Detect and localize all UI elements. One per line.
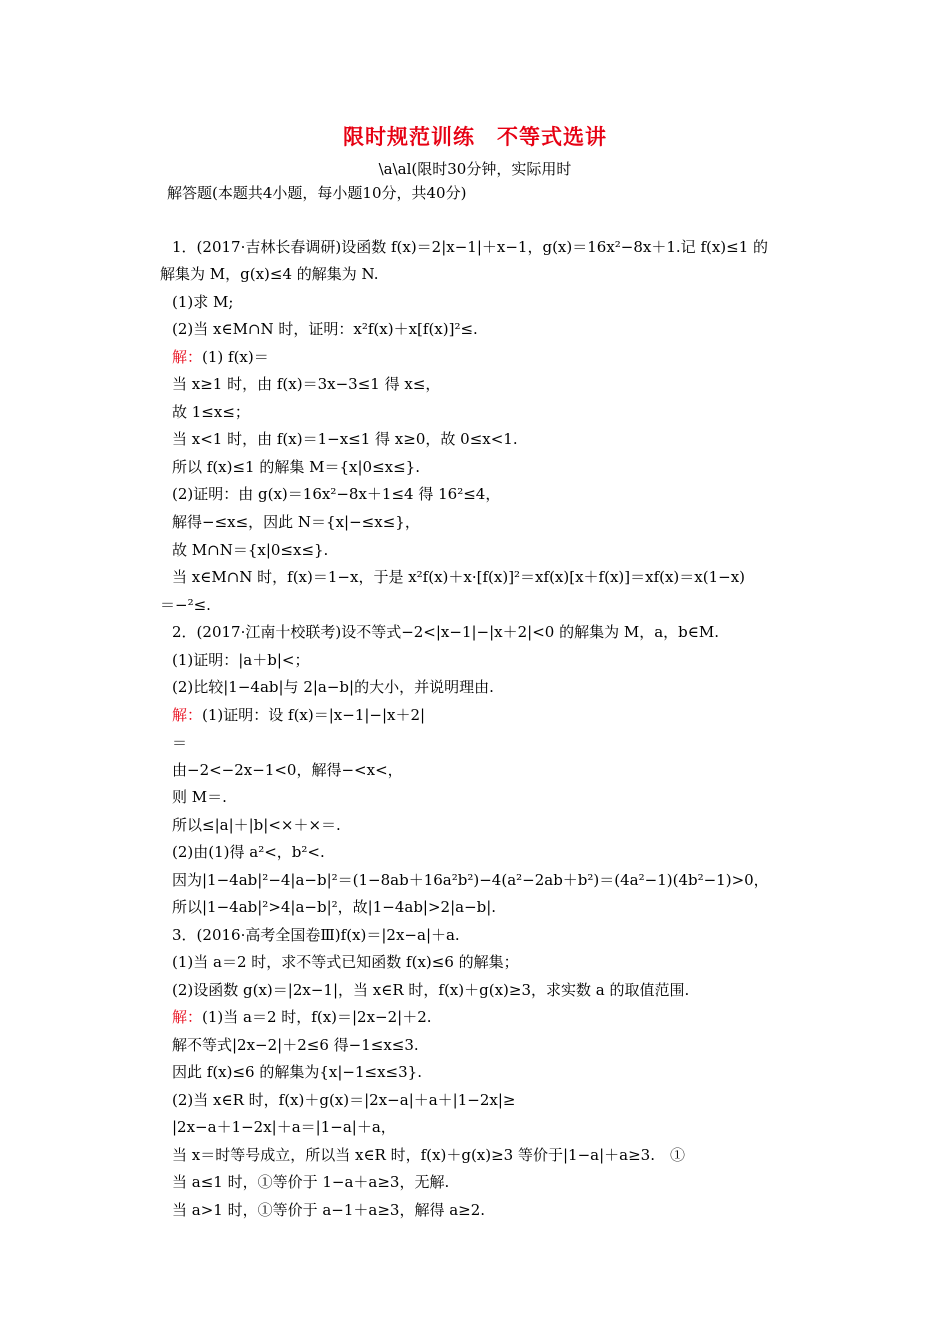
- text-line: [172, 1090, 515, 1110]
- answer-marker: 解：: [172, 1008, 203, 1026]
- solution-line: [172, 705, 425, 725]
- line-text: ＝: [172, 734, 188, 752]
- line-text: |2x−a＋1−2x|＋a＝|1−a|＋a，: [172, 1118, 396, 1136]
- text-line: [172, 787, 227, 807]
- line-text: ＝−²≤.: [160, 596, 211, 614]
- text-line: [172, 292, 233, 312]
- section-header: 解答题(本题共4小题，每小题10分，共40分): [167, 184, 467, 202]
- line-text: (2)当 x∈M∩N 时，证明：x²f(x)＋x[f(x)]²≤.: [172, 320, 478, 338]
- line-text: 3．(2016·高考全国卷Ⅲ)f(x)＝|2x−a|＋a.: [172, 926, 460, 944]
- text-line: [172, 374, 440, 394]
- text-line: [172, 1035, 419, 1055]
- line-text: (2)由(1)得 a²<，b²<.: [172, 843, 325, 861]
- line-text: 所以≤|a|＋|b|<×＋×＝.: [172, 816, 341, 834]
- line-text: 2．(2017·江南十校联考)设不等式−2<|x−1|−|x＋2|<0 的解集为 M，a，b∈M.: [172, 623, 720, 641]
- solution-line: [172, 1007, 432, 1027]
- text-line: [172, 897, 496, 917]
- line-text: 1．(2017·吉林长春调研)设函数 f(x)＝2|x−1|＋x−1，g(x)＝16x²−8x＋1.记 f(x)≤1 的: [172, 238, 769, 256]
- text-line: [172, 319, 478, 339]
- time-limit-line: \a\al(限时30分钟，实际用时: [378, 160, 572, 178]
- text-line: [172, 842, 325, 862]
- solution-line: [172, 347, 269, 367]
- text-line: [172, 1200, 485, 1220]
- text-line: [172, 1145, 685, 1165]
- line-text: 当 a>1 时，①等价于 a−1＋a≥3，解得 a≥2.: [172, 1201, 486, 1219]
- line-text: 当 x≥1 时，由 f(x)＝3x−3≤1 得 x≤，: [172, 375, 441, 393]
- line-text: 当 x＝时等号成立，所以当 x∈R 时，f(x)＋g(x)≥3 等价于|1−a|＋a≥3. ①: [172, 1146, 685, 1164]
- page-title: 限时规范训练 不等式选讲: [343, 125, 607, 149]
- text-line: [172, 1117, 396, 1137]
- line-text: 由−2<−2x−1<0，解得−<x<，: [172, 761, 403, 779]
- line-text: 因此 f(x)≤6 的解集为{x|−1≤x≤3}.: [172, 1063, 422, 1081]
- line-text: (1)证明：|a＋b|<；: [172, 651, 310, 669]
- text-line: [172, 237, 768, 257]
- line-text: 所以 f(x)≤1 的解集 M＝{x|0≤x≤}.: [172, 458, 420, 476]
- line-text: (2)比较|1−4ab|与 2|a−b|的大小，并说明理由.: [172, 678, 494, 696]
- line-text: 解集为 M，g(x)≤4 的解集为 N.: [160, 265, 379, 283]
- text-line: [172, 870, 769, 890]
- text-line: [172, 429, 518, 449]
- line-text: (1)当 a＝2 时，求不等式已知函数 f(x)≤6 的解集；: [172, 953, 519, 971]
- text-line: [172, 1062, 422, 1082]
- text-line: [172, 622, 719, 642]
- text-line: [172, 457, 420, 477]
- text-line: [172, 402, 250, 422]
- line-text: (1) f(x)＝: [202, 348, 269, 366]
- text-line: [172, 540, 328, 560]
- text-line: [172, 952, 519, 972]
- text-line: [172, 815, 341, 835]
- text-line: [172, 650, 309, 670]
- line-text: (2)设函数 g(x)＝|2x−1|，当 x∈R 时，f(x)＋g(x)≥3，求实数 a 的取值范围.: [172, 981, 690, 999]
- line-text: 故 M∩N＝{x|0≤x≤}.: [172, 541, 329, 559]
- line-text: (2)证明：由 g(x)＝16x²−8x＋1≤4 得 16²≤4，: [172, 485, 501, 503]
- line-text: (2)当 x∈R 时，f(x)＋g(x)＝|2x−a|＋a＋|1−2x|≥: [172, 1091, 516, 1109]
- line-text: 解不等式|2x−2|＋2≤6 得−1≤x≤3.: [172, 1036, 419, 1054]
- text-line: [172, 512, 420, 532]
- line-text: 因为|1−4ab|²−4|a−b|²＝(1−8ab＋16a²b²)−4(a²−2ab＋b²)＝(4a²−1)(4b²−1)>0，: [172, 871, 769, 889]
- text-line: [172, 980, 689, 1000]
- text-line: [172, 484, 500, 504]
- line-text: 所以|1−4ab|²>4|a−b|²，故|1−4ab|>2|a−b|.: [172, 898, 497, 916]
- text-line: [172, 567, 745, 587]
- line-text: 当 a≤1 时，①等价于 1−a＋a≥3，无解.: [172, 1173, 450, 1191]
- line-text: 则 M＝.: [172, 788, 227, 806]
- answer-marker: 解：: [172, 706, 203, 724]
- line-text: 故 1≤x≤；: [172, 403, 250, 421]
- answer-marker: 解：: [172, 348, 203, 366]
- text-line: [172, 733, 187, 753]
- line-text: 当 x<1 时，由 f(x)＝1−x≤1 得 x≥0，故 0≤x<1.: [172, 430, 518, 448]
- line-text: (1)当 a＝2 时，f(x)＝|2x−2|＋2.: [202, 1008, 432, 1026]
- text-line: [160, 595, 211, 615]
- text-line: [160, 264, 378, 284]
- text-line: [172, 677, 494, 697]
- line-text: (1)求 M;: [172, 293, 234, 311]
- text-line: [172, 925, 460, 945]
- text-line: [172, 760, 403, 780]
- line-text: 解得−≤x≤，因此 N＝{x|−≤x≤}，: [172, 513, 420, 531]
- line-text: 当 x∈M∩N 时，f(x)＝1−x，于是 x²f(x)＋x·[f(x)]²＝xf(x)[x＋f(x)]＝xf(x)＝x(1−x): [172, 568, 746, 586]
- text-line: [172, 1172, 449, 1192]
- line-text: (1)证明：设 f(x)＝|x−1|−|x＋2|: [202, 706, 426, 724]
